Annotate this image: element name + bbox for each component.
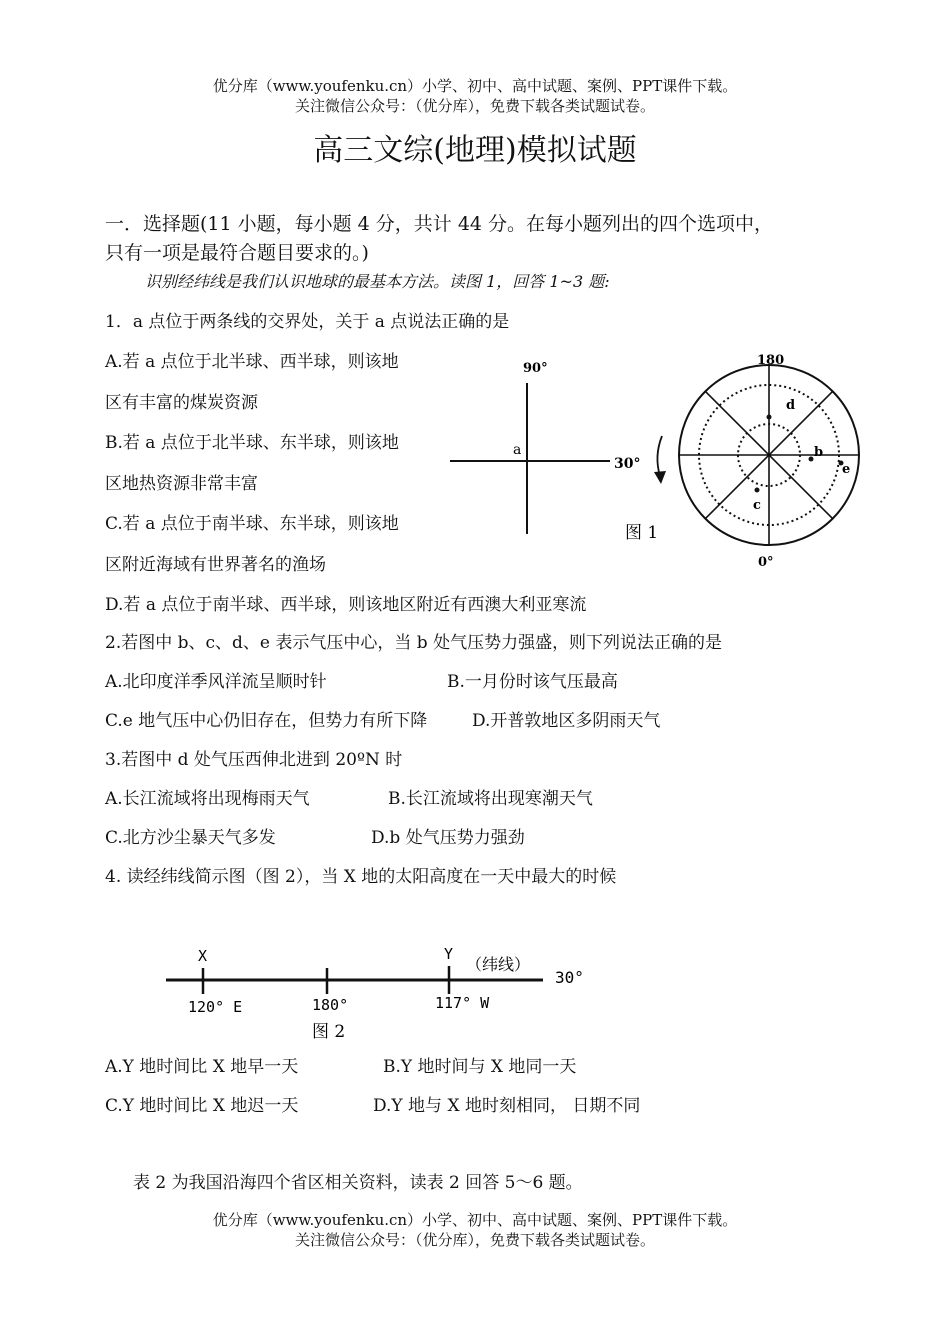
q1-option-b-line-2: 区地热资源非常丰富 (105, 474, 258, 494)
polar-diagram (679, 365, 859, 545)
header-line-2: 关注微信公众号：（优分库），免费下载各类试题试卷。 (294, 97, 655, 115)
fig1-label-c: c (753, 498, 761, 513)
fig1-label-30: 30° (614, 456, 641, 472)
fig1-label-a: a (513, 442, 522, 458)
fig2-label-latitude: （纬线） (466, 955, 531, 974)
q1-option-c-line-1: C.若 a 点位于南半球、东半球，则该地 (105, 514, 399, 534)
q2-option-b: B.一月份时该气压最高 (447, 672, 618, 692)
q4-option-c: C.Y 地时间比 X 地迟一天 (105, 1096, 299, 1116)
arrow-head-icon (654, 471, 666, 484)
q3-stem: 3.若图中 d 处气压西伸北进到 20ºN 时 (105, 750, 403, 770)
fig2-label-180: 180° (312, 996, 349, 1014)
q4-option-a: A.Y 地时间比 X 地早一天 (105, 1057, 299, 1077)
footer-line-2: 关注微信公众号：（优分库），免费下载各类试题试卷。 (294, 1231, 655, 1249)
section-heading-line-2: 只有一项是最符合题目要求的。) (105, 242, 369, 264)
q4-option-b: B.Y 地时间与 X 地同一天 (383, 1057, 577, 1077)
q4-option-d: D.Y 地与 X 地时刻相同， 日期不同 (373, 1096, 641, 1116)
fig2-label-y: Y (444, 945, 454, 963)
fig1-label-d: d (786, 398, 796, 413)
q1-option-c-line-2: 区附近海域有世界著名的渔场 (105, 555, 326, 575)
q2-stem: 2.若图中 b、c、d、e 表示气压中心，当 b 处气压势力强盛，则下列说法正确的是 (105, 633, 723, 653)
fig2-label-30: 30° (555, 968, 584, 987)
fig2-caption: 图 2 (312, 1022, 346, 1042)
q1-stem: 1．a 点位于两条线的交界处，关于 a 点说法正确的是 (105, 312, 510, 332)
q2-option-a: A.北印度洋季风洋流呈顺时针 (105, 672, 327, 692)
q1-option-a-line-2: 区有丰富的煤炭资源 (105, 393, 258, 413)
intro-q1-3: 识别经纬线是我们认识地球的最基本方法。读图 1，回答 1~3 题: (145, 272, 610, 291)
q3-option-d: D.b 处气压势力强劲 (371, 828, 525, 848)
figure-2 (160, 940, 600, 1045)
point-d-dot (767, 415, 772, 420)
fig1-label-b: b (814, 445, 824, 460)
point-b-dot (809, 457, 814, 462)
fig2-label-117w: 117° W (435, 994, 490, 1012)
fig1-caption: 图 1 (625, 523, 659, 543)
rotation-arrow-icon (657, 436, 662, 476)
q1-option-a-line-1: A.若 a 点位于北半球、西半球，则该地 (105, 352, 399, 372)
footer-line-1: 优分库（www.youfenku.cn）小学、初中、高中试题、案例、PPT课件下载。 (212, 1211, 738, 1229)
q1-option-b-line-1: B.若 a 点位于北半球、东半球，则该地 (105, 433, 399, 453)
fig1-label-e: e (842, 462, 851, 477)
fig2-label-120e: 120° E (188, 998, 243, 1016)
fig1-label-180: 180 (757, 353, 785, 368)
page-title: 高三文综(地理)模拟试题 (313, 133, 637, 168)
q3-option-c: C.北方沙尘暴天气多发 (105, 828, 276, 848)
q3-option-b: B.长江流域将出现寒潮天气 (388, 789, 593, 809)
fig2-label-x: X (198, 947, 208, 965)
q4-stem: 4. 读经纬线简示图（图 2），当 X 地的太阳高度在一天中最大的时候 (105, 867, 617, 887)
q3-option-a: A.长江流域将出现梅雨天气 (105, 789, 310, 809)
figure-1 (440, 348, 880, 578)
fig1-label-0: 0° (758, 555, 774, 570)
q2-option-d: D.开普敦地区多阴雨天气 (472, 711, 661, 731)
point-c-dot (755, 488, 760, 493)
q1-option-d: D.若 a 点位于南半球、西半球，则该地区附近有西澳大利亚寒流 (105, 595, 587, 615)
section-heading-line-1: 一．选择题(11 小题，每小题 4 分，共计 44 分。在每小题列出的四个选项中， (105, 213, 774, 235)
fig1-label-90: 90° (523, 361, 548, 376)
intro-q5-6: 表 2 为我国沿海四个省区相关资料，读表 2 回答 5～6 题。 (133, 1173, 583, 1193)
q2-option-c: C.e 地气压中心仍旧存在，但势力有所下降 (105, 711, 428, 731)
header-line-1: 优分库（www.youfenku.cn）小学、初中、高中试题、案例、PPT课件下载。 (212, 77, 738, 95)
